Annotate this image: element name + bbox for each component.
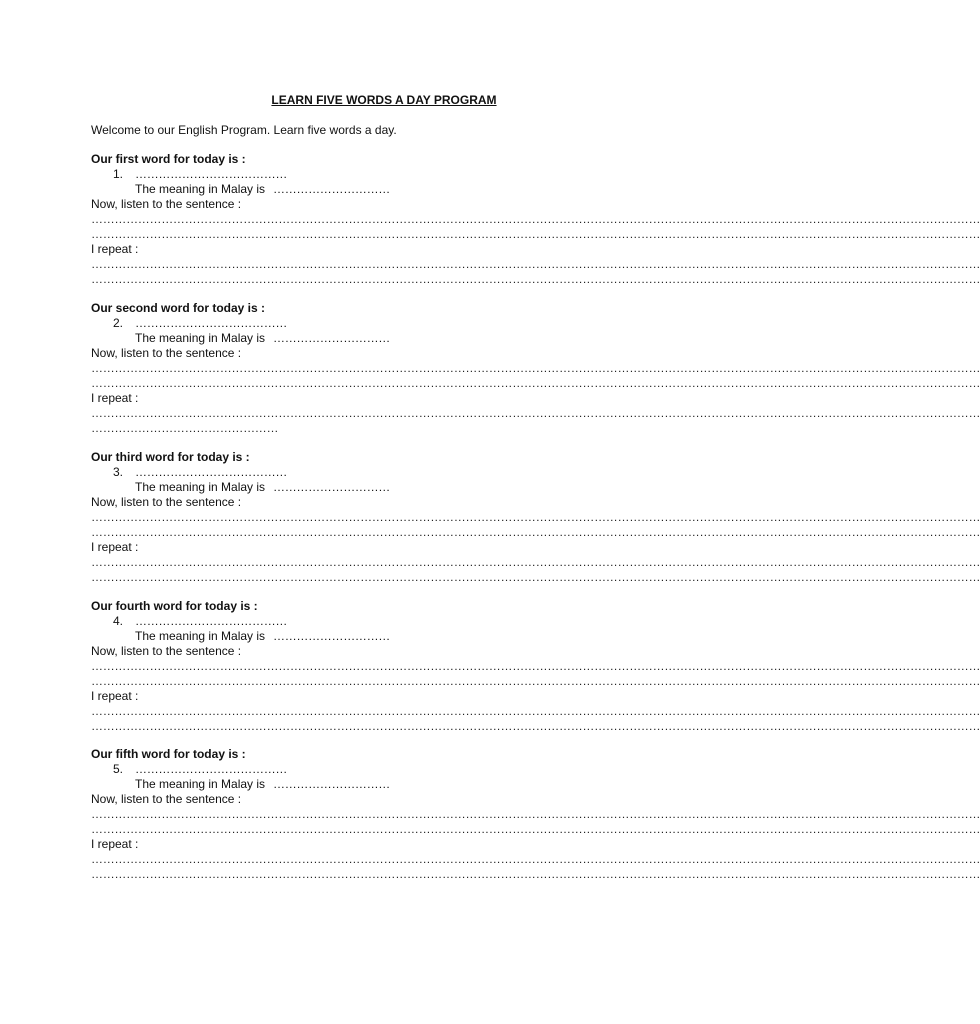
word-number: 2. (113, 316, 124, 330)
listen-label: Now, listen to the sentence : (91, 346, 242, 360)
repeat-label: I repeat : (91, 391, 139, 405)
sentence-line-2: ………………………………………………………………………………………………………………………………………………………………………………………………………… (91, 227, 980, 241)
word-blank: ………………………………… (135, 762, 288, 776)
sentence-line-1: ………………………………………………………………………………………………………………………………………………………………………………………………………… (91, 361, 980, 375)
word-number: 4. (113, 614, 124, 628)
meaning-label: The meaning in Malay is (135, 629, 266, 643)
word-blank: ………………………………… (135, 614, 288, 628)
word-blank: ………………………………… (135, 465, 288, 479)
repeat-line-1: ………………………………………………………………………………………………………………………………………………………………………………………………………… (91, 704, 980, 718)
repeat-line-2: ………………………………………………………………………………………………………………………………………………………………………………………………………… (91, 272, 980, 286)
section-heading: Our fourth word for today is : (91, 599, 258, 613)
repeat-line-2: ………………………………………………………………………………………………………………………………………………………………………………………………………… (91, 867, 980, 881)
sentence-line-2: ………………………………………………………………………………………………………………………………………………………………………………………………………… (91, 525, 980, 539)
intro-text: Welcome to our English Program. Learn five words a day. (91, 123, 397, 137)
listen-label: Now, listen to the sentence : (91, 197, 242, 211)
repeat-line-1: ………………………………………………………………………………………………………………………………………………………………………………………………………… (91, 852, 980, 866)
word-section-1 (91, 152, 980, 297)
meaning-label: The meaning in Malay is (135, 182, 266, 196)
word-section-4 (91, 599, 980, 744)
meaning-label: The meaning in Malay is (135, 777, 266, 791)
meaning-blank: ………………………… (273, 182, 391, 196)
meaning-label: The meaning in Malay is (135, 480, 266, 494)
sentence-line-2: ………………………………………………………………………………………………………………………………………………………………………………………………………… (91, 376, 980, 390)
listen-label: Now, listen to the sentence : (91, 644, 242, 658)
listen-label: Now, listen to the sentence : (91, 792, 242, 806)
listen-label: Now, listen to the sentence : (91, 495, 242, 509)
word-section-3 (91, 450, 980, 595)
repeat-label: I repeat : (91, 242, 139, 256)
meaning-blank: ………………………… (273, 480, 391, 494)
sentence-line-1: ………………………………………………………………………………………………………………………………………………………………………………………………………… (91, 659, 980, 673)
repeat-line-1: ………………………………………………………………………………………………………………………………………………………………………………………………………… (91, 257, 980, 271)
repeat-line-2: ………………………………………………………………………………………………………………………………………………………………………………………………………… (91, 719, 980, 733)
word-number: 1. (113, 167, 124, 181)
word-number: 3. (113, 465, 124, 479)
repeat-line-1: ………………………………………………………………………………………………………………………………………………………………………………………………………… (91, 555, 980, 569)
section-heading: Our second word for today is : (91, 301, 266, 315)
sentence-line-2: ………………………………………………………………………………………………………………………………………………………………………………………………………… (91, 822, 980, 836)
sentence-line-1: ………………………………………………………………………………………………………………………………………………………………………………………………………… (91, 807, 980, 821)
sentence-line-1: ………………………………………………………………………………………………………………………………………………………………………………………………………… (91, 212, 980, 226)
word-blank: ………………………………… (135, 167, 288, 181)
repeat-label: I repeat : (91, 540, 139, 554)
word-section-2 (91, 301, 980, 446)
repeat-line-2: ………………………………………… (91, 421, 279, 435)
meaning-blank: ………………………… (273, 629, 391, 643)
repeat-line-2: ………………………………………………………………………………………………………………………………………………………………………………………………………… (91, 570, 980, 584)
section-heading: Our third word for today is : (91, 450, 250, 464)
word-blank: ………………………………… (135, 316, 288, 330)
repeat-label: I repeat : (91, 689, 139, 703)
meaning-blank: ………………………… (273, 777, 391, 791)
repeat-label: I repeat : (91, 837, 139, 851)
meaning-blank: ………………………… (273, 331, 391, 345)
section-heading: Our fifth word for today is : (91, 747, 246, 761)
repeat-line-1: ………………………………………………………………………………………………………………………………………………………………………………………………………… (91, 406, 980, 420)
word-number: 5. (113, 762, 124, 776)
page-title: LEARN FIVE WORDS A DAY PROGRAM (271, 93, 497, 107)
sentence-line-1: ………………………………………………………………………………………………………………………………………………………………………………………………………… (91, 510, 980, 524)
word-section-5 (91, 747, 980, 892)
section-heading: Our first word for today is : (91, 152, 246, 166)
sentence-line-2: ………………………………………………………………………………………………………………………………………………………………………………………………………… (91, 674, 980, 688)
meaning-label: The meaning in Malay is (135, 331, 266, 345)
